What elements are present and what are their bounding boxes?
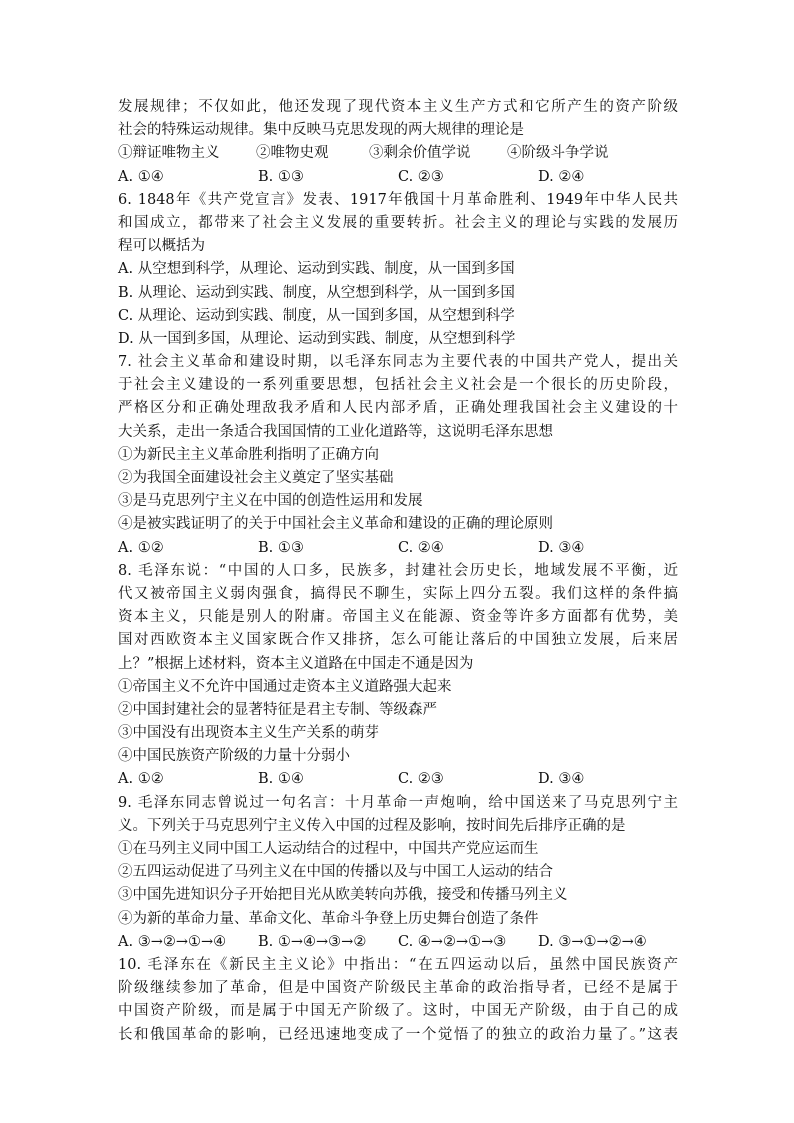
question-text-line: 程可以概括为 (118, 238, 205, 255)
option-a: A. ①② (118, 771, 164, 788)
option-a: A. 从空想到科学，从理论、运动到实践、制度，从一国到多国 (118, 261, 515, 278)
answer-options (118, 537, 678, 560)
question-text-line: 于社会主义建设的一系列重要思想，包括社会主义社会是一个很长的历史阶段， (118, 377, 678, 394)
question-text-line: 10. 毛泽东在《新民主主义论》中指出：“在五四运动以后，虽然中国民族资产 (118, 956, 678, 973)
question-text-line: 阶级继续参加了革命，但是中国资产阶级民主革命的政治指导者，已经不是属于 (118, 980, 678, 997)
question-text-line: 7. 社会主义革命和建设时期，以毛泽东同志为主要代表的中国共产党人，提出关 (118, 354, 678, 371)
option-b: B. ①③ (258, 539, 304, 556)
statement-item: ④阶级斗争学说 (507, 145, 609, 162)
question-text-line: 代又被帝国主义弱肉强食，搞得民不聊生，实际上四分五裂。我们这样的条件搞 (118, 585, 678, 602)
statement-item: ④是被实践证明了的关于中国社会主义革命和建设的正确的理论原则 (118, 516, 553, 533)
option-b: B. 从理论、运动到实践、制度，从空想到科学，从一国到多国 (118, 284, 515, 301)
option-b: B. ①③ (258, 168, 304, 185)
question-text-line: 和国成立，都带来了社会主义发展的重要转折。社会主义的理论与实践的发展历 (118, 214, 678, 231)
statement-list (118, 142, 678, 165)
statement-item: ③中国先进知识分子开始把目光从欧美转向苏俄，接受和传播马列主义 (118, 887, 568, 904)
question-text-line: 严格区分和正确处理敌我矛盾和人民内部矛盾，正确处理我国社会主义建设的十 (118, 400, 678, 417)
option-d: D. ③④ (538, 539, 585, 556)
statement-item: ①为新民主主义革命胜利指明了正确方向 (118, 446, 379, 463)
answer-options (118, 768, 678, 791)
question-9 (118, 792, 678, 954)
question-text-line: 发展规律；不仅如此，他还发现了现代资本主义生产方式和它所产生的资产阶级 (118, 99, 678, 115)
statement-item: ④为新的革命力量、革命文化、革命斗争登上历史舞台创造了条件 (118, 910, 539, 927)
question-10 (118, 954, 678, 1047)
option-c: C. ②③ (398, 771, 444, 788)
option-d: D. ②④ (538, 168, 585, 185)
question-7 (118, 351, 678, 560)
question-text-line: 8. 毛泽东说：“中国的人口多，民族多，封建社会历史长，地域发展不平衡，近 (118, 562, 678, 579)
statement-item: ②唯物史观 (256, 145, 329, 162)
statement-item: ②五四运动促进了马列主义在中国的传播以及与中国工人运动的结合 (118, 864, 553, 881)
question-text-line: 长和俄国革命的影响，已经迅速地变成了一个觉悟了的独立的政治力量了。”这表 (118, 1026, 678, 1043)
option-b: B. ①④ (258, 771, 304, 788)
option-a: A. ①④ (118, 168, 164, 185)
option-c: C. ④→②→①→③ (398, 933, 507, 950)
question-text-line: 国对西欧资本主义国家既合作又排挤，怎么可能让落后的中国独立发展，后来居 (118, 632, 678, 649)
question-5 (118, 96, 678, 189)
questions-content (118, 96, 678, 1047)
question-text-line: 上？”根据上述材料，资本主义道路在中国走不通是因为 (118, 655, 474, 672)
question-8 (118, 560, 678, 792)
option-c: C. 从理论、运动到实践、制度，从一国到多国，从空想到科学 (118, 307, 515, 324)
question-6 (118, 189, 678, 351)
statement-item: ③是马克思列宁主义在中国的创造性运用和发展 (118, 493, 423, 510)
statement-item: ①辩证唯物主义 (118, 145, 220, 162)
question-text-line: 社会的特殊运动规律。集中反映马克思发现的两大规律的理论是 (118, 122, 524, 139)
question-text-line: 6. 1848年《共产党宣言》发表、1917年俄国十月革命胜利、1949年中华人民共 (118, 191, 678, 208)
question-text-line: 9. 毛泽东同志曾说过一句名言：十月革命一声炮响，给中国送来了马克思列宁主 (118, 794, 678, 811)
option-c: C. ②③ (398, 168, 444, 185)
option-d: D. 从一国到多国，从理论、运动到实践、制度，从空想到科学 (118, 330, 516, 347)
statement-item: ③中国没有出现资本主义生产关系的萌芽 (118, 725, 379, 742)
question-text-line: 义。下列关于马克思列宁主义传入中国的过程及影响，按时间先后排序正确的是 (118, 817, 626, 834)
question-text-line: 大关系，走出一条适合我国国情的工业化道路等，这说明毛泽东思想 (118, 423, 553, 440)
answer-options (118, 166, 678, 189)
option-a: A. ①② (118, 539, 164, 556)
option-d: D. ③④ (538, 771, 585, 788)
statement-item: ④中国民族资产阶级的力量十分弱小 (118, 748, 350, 765)
statement-item: ②中国封建社会的显著特征是君主专制、等级森严 (118, 701, 437, 718)
option-c: C. ②④ (398, 539, 444, 556)
statement-item: ①帝国主义不允许中国通过走资本主义道路强大起来 (118, 678, 452, 695)
question-text-line: 资本主义，只能是别人的附庸。帝国主义在能源、资金等许多方面都有优势，美 (118, 609, 678, 626)
statement-item: ①在马列主义同中国工人运动结合的过程中，中国共产党应运而生 (118, 841, 539, 857)
answer-options (118, 931, 678, 954)
option-d: D. ③→①→②→④ (538, 933, 647, 950)
option-b: B. ①→④→③→② (258, 933, 367, 950)
statement-item: ②为我国全面建设社会主义奠定了坚实基础 (118, 470, 394, 486)
option-a: A. ③→②→①→④ (118, 933, 227, 950)
statement-item: ③剩余价值学说 (369, 145, 471, 162)
question-text-line: 中国资产阶级，而是属于中国无产阶级了。这时，中国无产阶级，由于自己的成 (118, 1003, 678, 1020)
